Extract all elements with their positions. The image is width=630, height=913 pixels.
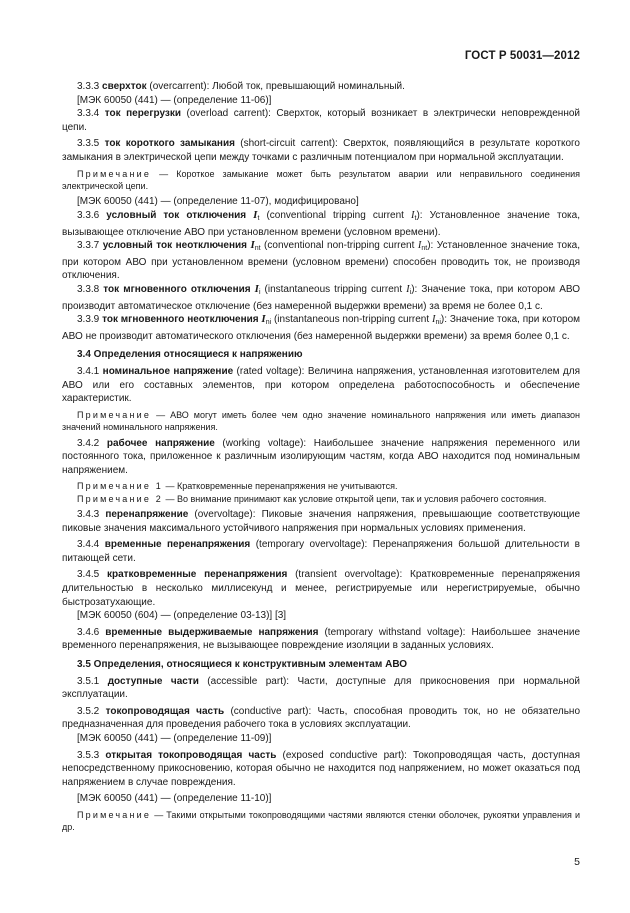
- definition-3-3-4: 3.3.4 ток перегрузки (overload carrent): Сверхток, который возникает в электрически неповрежденной цепи.: [62, 108, 581, 133]
- definition-3-5-2: 3.5.2 токопроводящая часть (conductive part): Часть, способная проводить ток, но не обязательно предназначенная для проведения рабочего тока в условиях эксплуатации.: [62, 705, 581, 731]
- definition-3-4-5: 3.4.5 кратковременные перенапряжения (transient overvoltage): Кратковременные перенапряжения длительностью в несколько миллисекунд и менее, регистрируемые или нерегистрируемые, обычно быстрозатухающие.: [62, 569, 580, 608]
- reference: [МЭК 60050 (441) — (определение 11-10)]: [77, 793, 272, 805]
- definition-3-5-1: 3.5.1 доступные части (accessible part): Части, доступные для прикосновения при нормальной эксплуатации.: [62, 675, 581, 701]
- definition-3-3-3: 3.3.3 сверхток (overcarrent): Любой ток, превышающий номинальный.: [77, 81, 405, 92]
- reference: [МЭК 60050 (441) — (определение 11-09)]: [77, 733, 272, 744]
- page-number: 5: [574, 856, 580, 868]
- note: Примечание — Такими открытыми токопроводящими частями являются стенки оболочек, рукоятки управления и др.: [62, 809, 580, 833]
- definition-3-3-9: 3.3.9 ток мгновенного неотключения $I_{ni}$ (instantaneous non-tripping current $I_{ni}$): Значение тока, при котором АВО не производит автоматического отключения (без намеренной выдержки времени) за время более 0,1 с.: [62, 313, 581, 342]
- section-heading-3-4: 3.4 Определения относящиеся к напряжению: [77, 349, 303, 361]
- document-body: [62, 80, 580, 834]
- section-heading-3-5: 3.5 Определения, относящиеся к конструктивным элементам АВО: [77, 659, 408, 671]
- definition-3-3-6: 3.3.6 условный ток отключения $I_t$ (conventional tripping current $I_t$): Установленное значение тока, вызывающее отключение АВО при установленном времени (условном времени).: [62, 208, 580, 238]
- note: Примечание — АВО могут иметь более чем одно значение номинального напряжения или иметь диапазон значений номинального напряжения.: [62, 409, 580, 433]
- definition-3-3-5: 3.3.5 ток короткого замыкания (short-circuit carrent): Сверхток, появляющийся в результате короткого замыкания в электрической цепи между точками с различным потенциалом при нормальной эксплуатации.: [62, 138, 580, 163]
- definition-3-4-4: 3.4.4 временные перенапряжения (temporary overvoltage): Перенапряжения большой длительности в питающей сети.: [62, 539, 580, 564]
- reference: [МЭК 60050 (604) — (определение 03-13)] [3]: [77, 610, 287, 622]
- definition-3-4-2: 3.4.2 рабочее напряжение (working voltage): Наибольшее значение напряжения переменного или постоянного тока, приложенное к различным изолирующим частям, когда АВО находится под номинальным напряжением.: [62, 437, 580, 476]
- definition-3-5-3: 3.5.3 открытая токопроводящая часть (exposed conductive part): Токопроводящая часть, доступная непосредственному прикосновению, которая обычно не находится под напряжением, но может оказаться под напряжением в случае повреждения.: [62, 749, 581, 788]
- note: Примечание — Короткое замыкание может быть результатом аварии или неправильного соединения электрической цепи.: [62, 168, 580, 191]
- definition-3-4-3: 3.4.3 перенапряжение (overvoltage): Пиковые значения напряжения, превышающие соответствующие пиковые значения максимального устойчивого напряжения при нормальных условиях применения.: [62, 509, 580, 534]
- definition-3-3-7: 3.3.7 условный ток неотключения $I_{nt}$ (conventional non-tripping current $I_{nt}$): Установленное значение тока, при котором АВО при установленном времени (условном времени) способен проводить ток, не производя отключения.: [62, 239, 581, 282]
- definition-3-4-1: 3.4.1 номинальное напряжение (rated voltage): Величина напряжения, установленная изготовителем для АВО или его составных элементов, при котором определена работоспособность и обеспечение характеристик.: [62, 365, 580, 405]
- definition-3-4-6: 3.4.6 временные выдерживаемые напряжения (temporary withstand voltage): Наибольшее значение временного перенапряжения, не вызывающее повреждение изоляции в заданных условиях.: [62, 626, 581, 652]
- note: Примечание 2 — Во внимание принимают как условие открытой цепи, так и условия рабочего состояния.: [77, 493, 547, 504]
- note: Примечание 1 — Кратковременные перенапряжения не учитываются.: [77, 481, 398, 492]
- reference: [МЭК 60050 (441) — (определение 11-07), модифицировано]: [77, 196, 359, 208]
- document-header: ГОСТ Р 50031—2012: [464, 50, 580, 62]
- definition-3-3-8: 3.3.8 ток мгновенного отключения $I_i$ (instantaneous tripping current $I_i$): Значение тока, при котором АВО производит автоматическое отключение (без намеренной выдержки времени) за время не более 0,1 с.: [62, 282, 580, 312]
- reference: [МЭК 60050 (441) — (определение 11-06)]: [77, 94, 272, 106]
